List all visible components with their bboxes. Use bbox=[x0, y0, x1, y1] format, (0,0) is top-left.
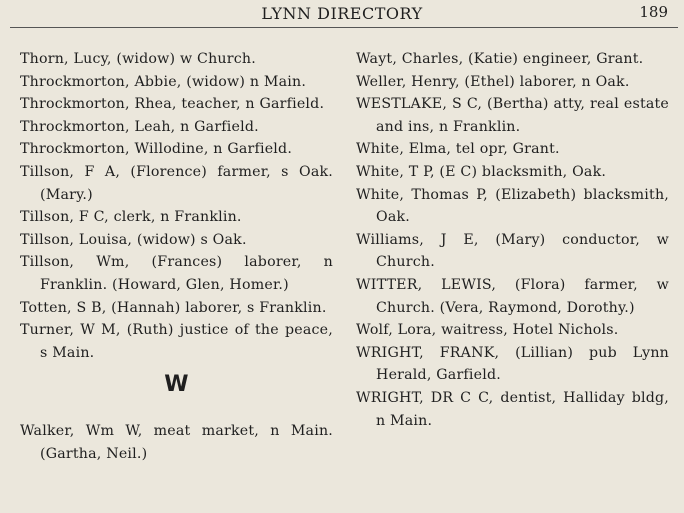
right-column bbox=[356, 48, 669, 432]
directory-entry: Throckmorton, Rhea, teacher, n Garfield. bbox=[20, 96, 325, 113]
directory-entry: Tillson, Louisa, (widow) s Oak. bbox=[20, 231, 247, 248]
left-column bbox=[20, 48, 333, 466]
directory-entry: Throckmorton, Abbie, (widow) n Main. bbox=[20, 73, 307, 90]
directory-entry: Wolf, Lora, waitress, Hotel Nichols. bbox=[356, 322, 619, 339]
page-header bbox=[0, 0, 684, 30]
directory-entry: Turner, W M, (Ruth) justice of the peace, s Main. bbox=[20, 322, 333, 361]
directory-entry: Totten, S B, (Hannah) laborer, s Franklin. bbox=[20, 299, 327, 316]
directory-entry: Throckmorton, Willodine, n Garfield. bbox=[20, 141, 293, 158]
directory-entry: WESTLAKE, S C, (Bertha) atty, real estate and ins, n Franklin. bbox=[356, 96, 669, 135]
directory-entry: WITTER, LEWIS, (Flora) farmer, w Church. (Vera, Raymond, Dorothy.) bbox=[356, 276, 669, 316]
directory-entry: Walker, Wm W, meat market, n Main. (Gartha, Neil.) bbox=[20, 423, 333, 462]
directory-entry: Thorn, Lucy, (widow) w Church. bbox=[20, 51, 256, 67]
directory-entry: White, Elma, tel opr, Grant. bbox=[356, 141, 560, 158]
section-letter: W bbox=[164, 372, 189, 398]
directory-entry: Throckmorton, Leah, n Garfield. bbox=[20, 118, 259, 135]
directory-entry: White, Thomas P, (Elizabeth) blacksmith, Oak. bbox=[356, 186, 669, 226]
directory-entry: WRIGHT, DR C C, dentist, Halliday bldg, n Main. bbox=[356, 389, 669, 429]
directory-entry: White, T P, (E C) blacksmith, Oak. bbox=[356, 163, 607, 180]
directory-entry: WRIGHT, FRANK, (Lillian) pub Lynn Herald, Garfield. bbox=[356, 344, 669, 384]
page-number: 189 bbox=[639, 3, 668, 21]
directory-entry: Weller, Henry, (Ethel) laborer, n Oak. bbox=[356, 73, 630, 90]
directory-entry: Tillson, F C, clerk, n Franklin. bbox=[20, 209, 242, 226]
directory-entry: Williams, J E, (Mary) conductor, w Church. bbox=[356, 231, 669, 271]
directory-title: LYNN DIRECTORY bbox=[261, 4, 423, 23]
directory-entry: Tillson, Wm, (Frances) laborer, n Franklin. (Howard, Glen, Homer.) bbox=[20, 254, 333, 293]
directory-entry: Wayt, Charles, (Katie) engineer, Grant. bbox=[356, 51, 644, 67]
directory-entry: Tillson, F A, (Florence) farmer, s Oak. (Mary.) bbox=[20, 163, 333, 203]
header-rule bbox=[10, 27, 678, 28]
